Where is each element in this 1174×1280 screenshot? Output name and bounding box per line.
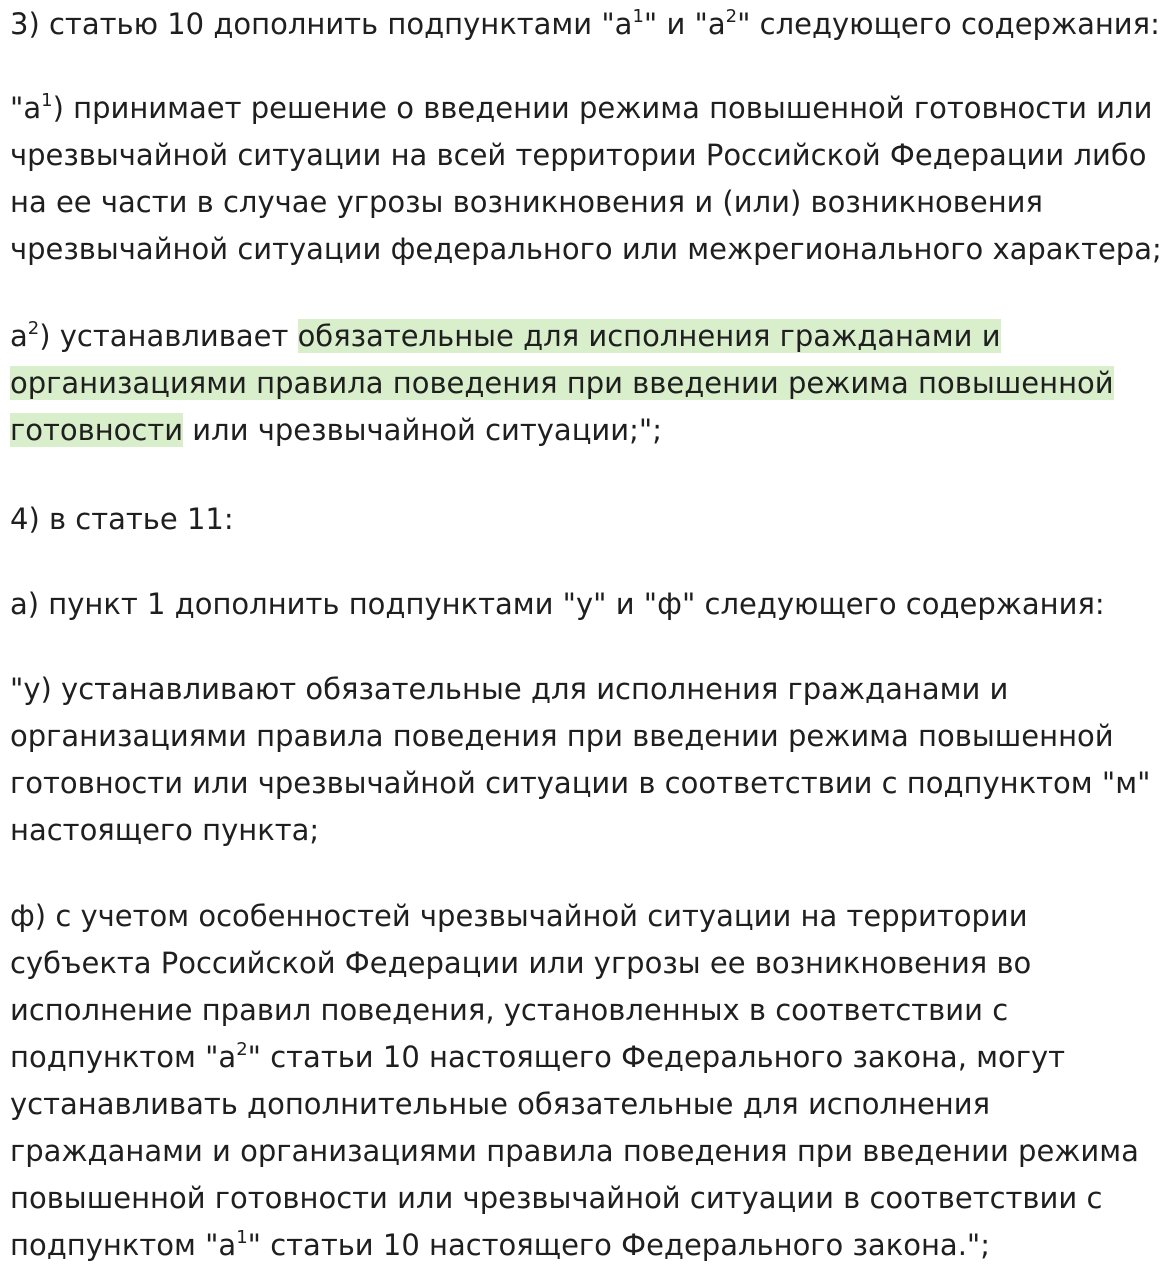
highlighted-text: обязательные для исполнения гражданами и организациями правила поведения при введении режима повышенной готовности: [10, 319, 1114, 447]
text-run: " статьи 10 настоящего Федерального закона.";: [247, 1228, 991, 1262]
superscript: 1: [632, 6, 644, 27]
text-run: ) устанавливает: [39, 319, 298, 353]
text-run: ) принимает решение о введении режима повышенной готовности или чрезвычайной ситуации на всей территории Российской Федерации либо на ее части в случае угрозы возникновения и (или) возникновения чрезвычайной ситуации федерального или межрегионального характера;: [10, 91, 1162, 266]
text-run: ф) с учетом особенностей чрезвычайной ситуации на территории субъекта Российской Федерации или угрозы ее возникновения во исполнение правил поведения, установленных в соответствии с подпунктом "а: [10, 899, 1032, 1074]
superscript: 1: [236, 1227, 248, 1248]
paragraph-article-11: [10, 496, 1170, 543]
text-run: или чрезвычайной ситуации;";: [183, 413, 663, 447]
superscript: 1: [41, 90, 53, 111]
paragraph-subitem-u: [10, 666, 1170, 854]
text-run: " статьи 10 настоящего Федерального закона, могут устанавливать дополнительные обязательные для исполнения гражданами и организациями правила поведения при введении режима повышенной готовности или чрезвычайной ситуации в соответствии с подпунктом "а: [10, 1040, 1139, 1262]
superscript: 2: [725, 6, 738, 27]
text-run: "у) устанавливают обязательные для исполнения гражданами и организациями правила поведения при введении режима повышенной готовности или чрезвычайной ситуации в соответствии с подпунктом "м" настоящего пункта;: [10, 672, 1151, 847]
text-run: а) пункт 1 дополнить подпунктами "у" и "ф" следующего содержания:: [10, 587, 1105, 621]
text-run: 4) в статье 11:: [10, 502, 234, 536]
text-run: а: [10, 319, 28, 353]
paragraph-subitem-a1: [10, 85, 1170, 273]
paragraph-item-1-intro: [10, 581, 1170, 628]
text-run: 3) статью 10 дополнить подпунктами "а: [10, 7, 633, 41]
text-run: "а: [10, 91, 42, 125]
superscript: 2: [236, 1039, 248, 1060]
superscript: 2: [27, 318, 40, 339]
text-run: " следующего содержания:: [737, 7, 1160, 41]
text-run: " и "а: [643, 7, 726, 41]
paragraph-article-10-intro: [10, 1, 1170, 48]
paragraph-subitem-a2: [10, 313, 1170, 454]
paragraph-subitem-f: [10, 893, 1170, 1269]
